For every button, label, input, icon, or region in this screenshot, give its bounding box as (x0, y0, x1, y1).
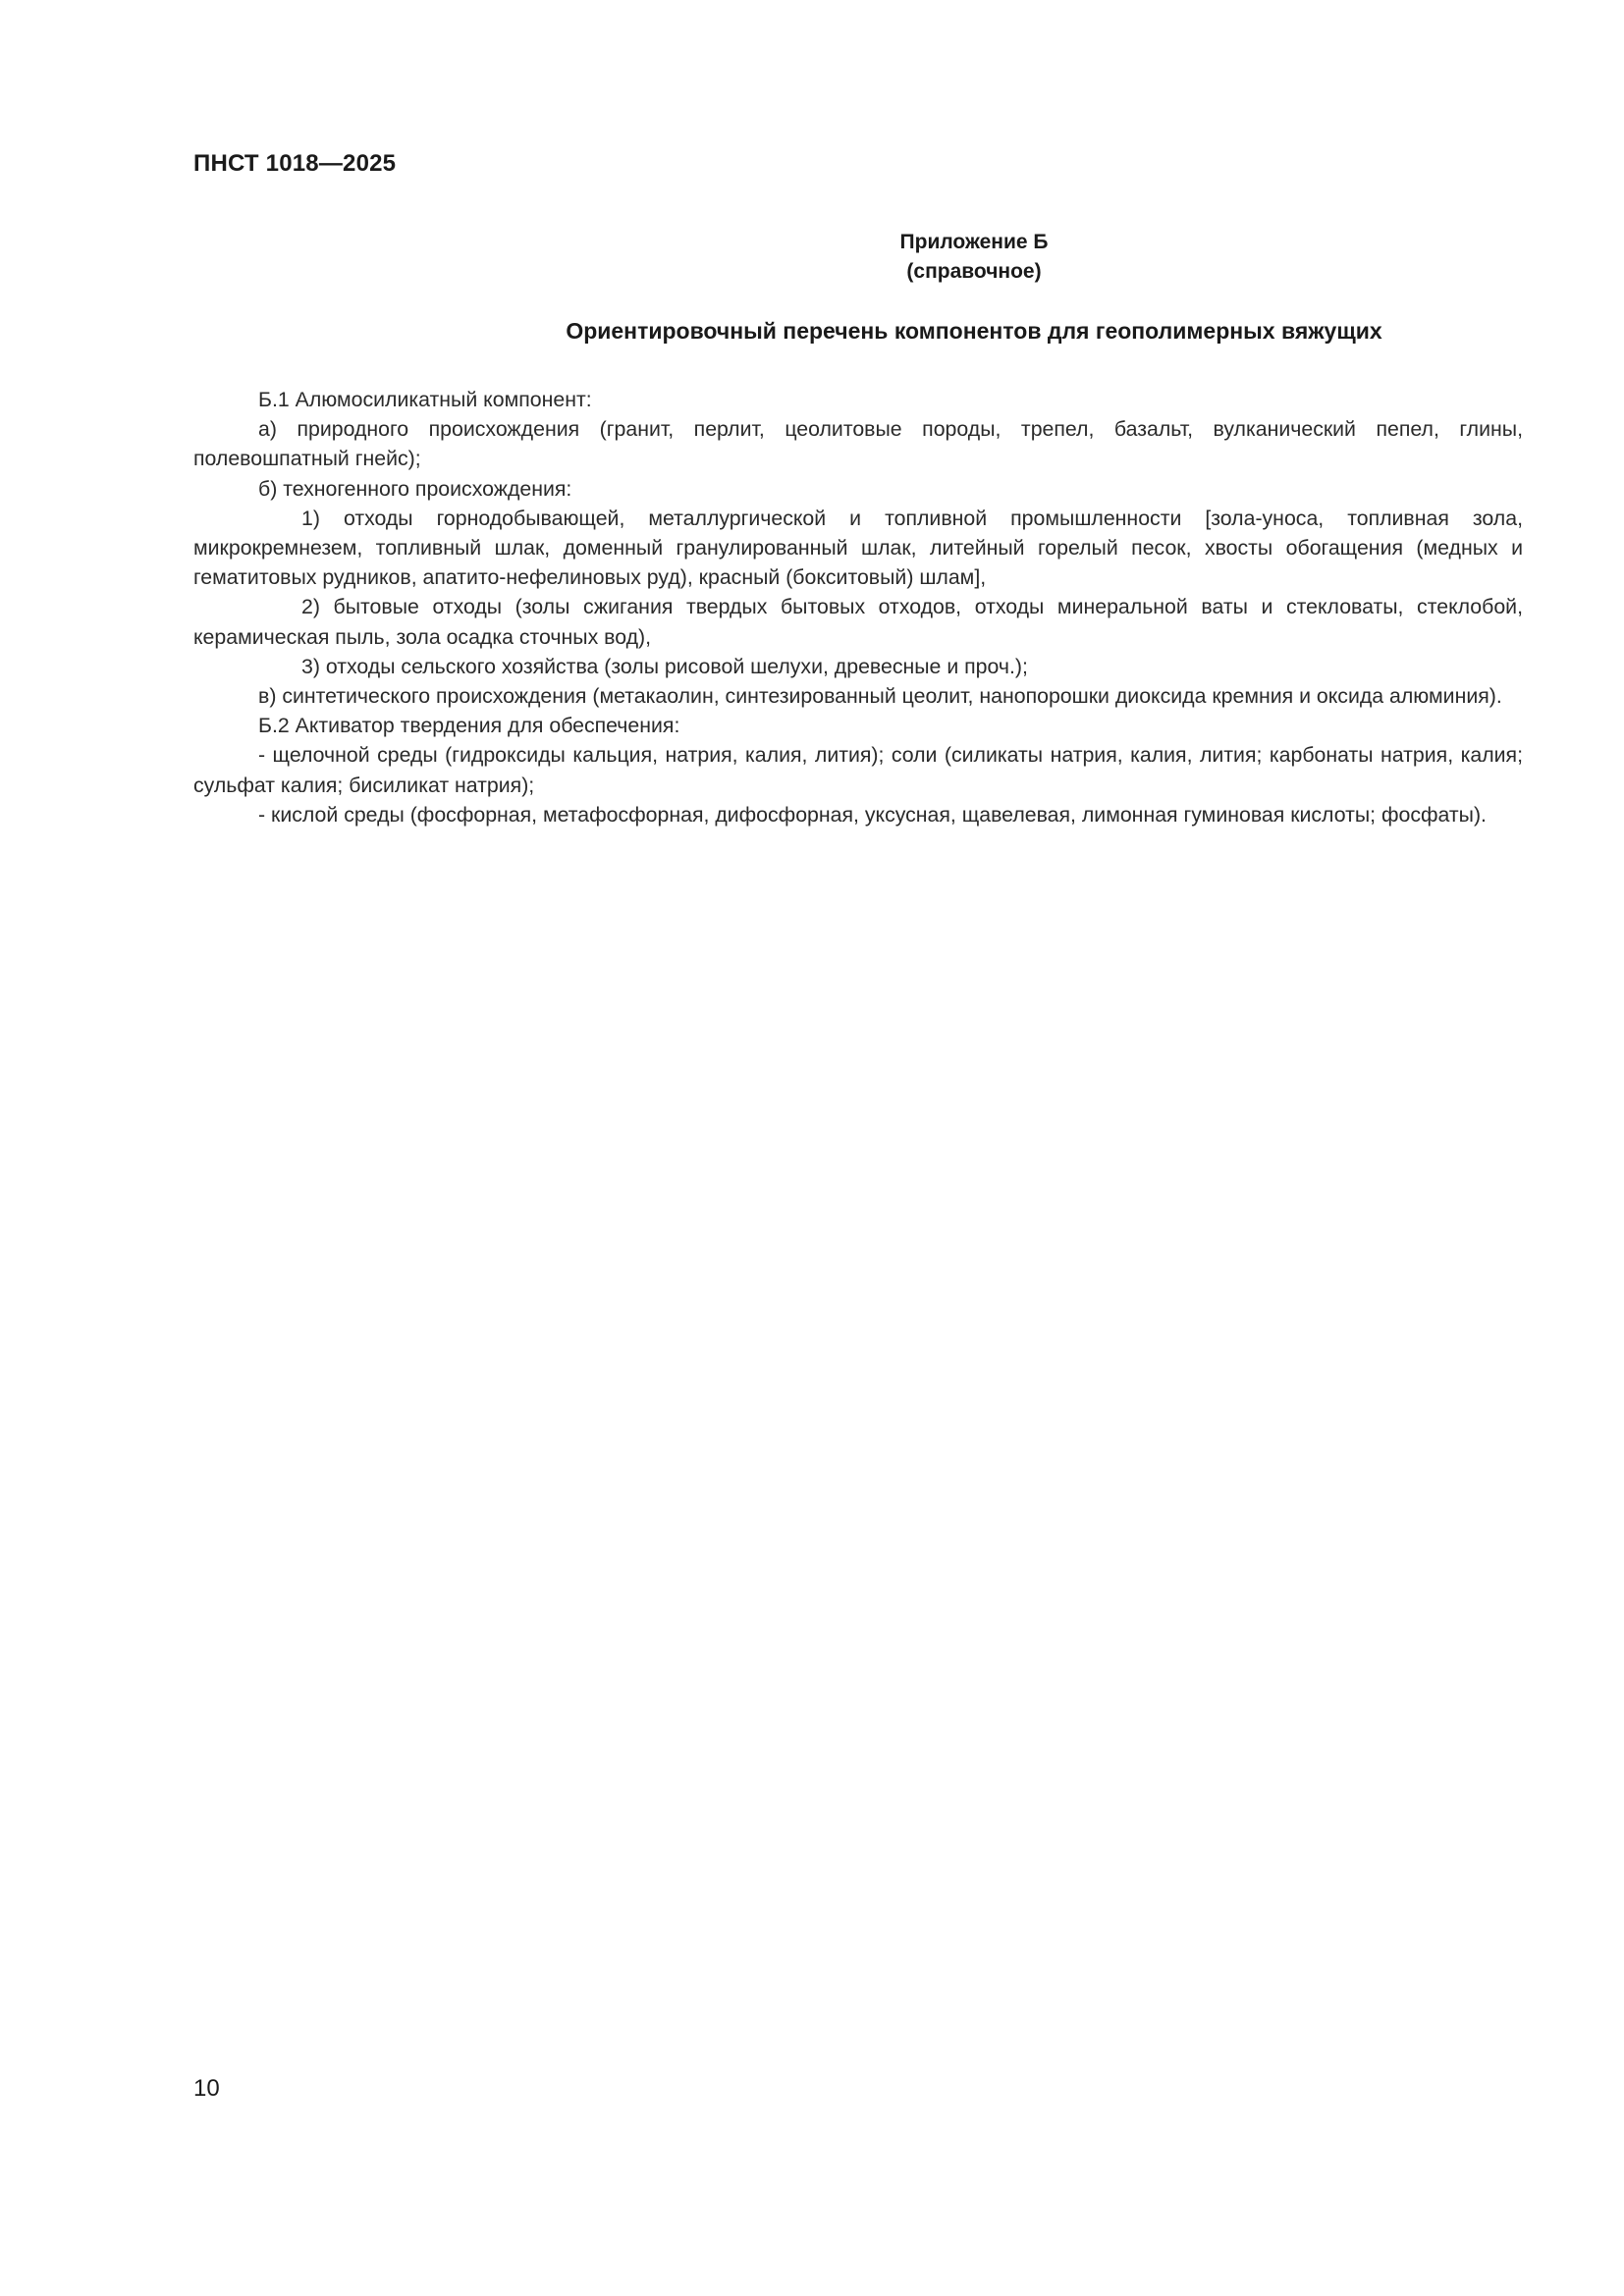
document-body (193, 385, 1523, 829)
paragraph-alkaline: - щелочной среды (гидроксиды кальция, натрия, калия, лития); соли (силикаты натрия, калия, лития; карбонаты натрия, калия; сульфат калия; бисиликат натрия); (193, 743, 1523, 797)
appendix-heading (0, 228, 1624, 287)
paragraph-mining-waste: 1) отходы горнодобывающей, металлургической и топливной промышленности [зола-уноса, топливная зола, микрокремнезем, топливный шлак, доменный гранулированный шлак, литейный горелый песок, хвосты обогащения (медных и гематитовых рудников, апатито-нефелиновых руд), красный (бокситовый) шлам], (193, 506, 1523, 590)
section-title: Ориентировочный перечень компонентов для геополимерных вяжущих (566, 318, 1382, 344)
paragraph-household-waste: 2) бытовые отходы (золы сжигания твердых бытовых отходов, отходы минеральной ваты и стекловаты, стеклобой, керамическая пыль, зола осадка сточных вод), (193, 595, 1523, 649)
appendix-type: (справочное) (906, 260, 1042, 283)
page-number: 10 (193, 2075, 220, 2102)
paragraph-natural: а) природного происхождения (гранит, перлит, цеолитовые породы, трепел, базальт, вулканический пепел, глины, полевошпатный гнейс); (193, 417, 1523, 471)
paragraph-synthetic: в) синтетического происхождения (метакаолин, синтезированный цеолит, нанопорошки диоксида кремния и оксида алюминия). (258, 684, 1502, 709)
appendix-label: Приложение Б (899, 231, 1049, 253)
paragraph-acidic: - кислой среды (фосфорная, метафосфорная, дифосфорная, уксусная, щавелевая, лимонная гуминовая кислоты; фосфаты). (258, 802, 1487, 827)
document-id: ПНСТ 1018—2025 (193, 150, 397, 177)
paragraph-agricultural-waste: 3) отходы сельского хозяйства (золы рисовой шелухи, древесные и проч.); (301, 654, 1028, 678)
paragraph-b1: Б.1 Алюмосиликатный компонент: (258, 388, 592, 411)
paragraph-b2: Б.2 Активатор твердения для обеспечения: (258, 714, 680, 738)
paragraph-technogenic: б) техногенного происхождения: (258, 476, 572, 501)
